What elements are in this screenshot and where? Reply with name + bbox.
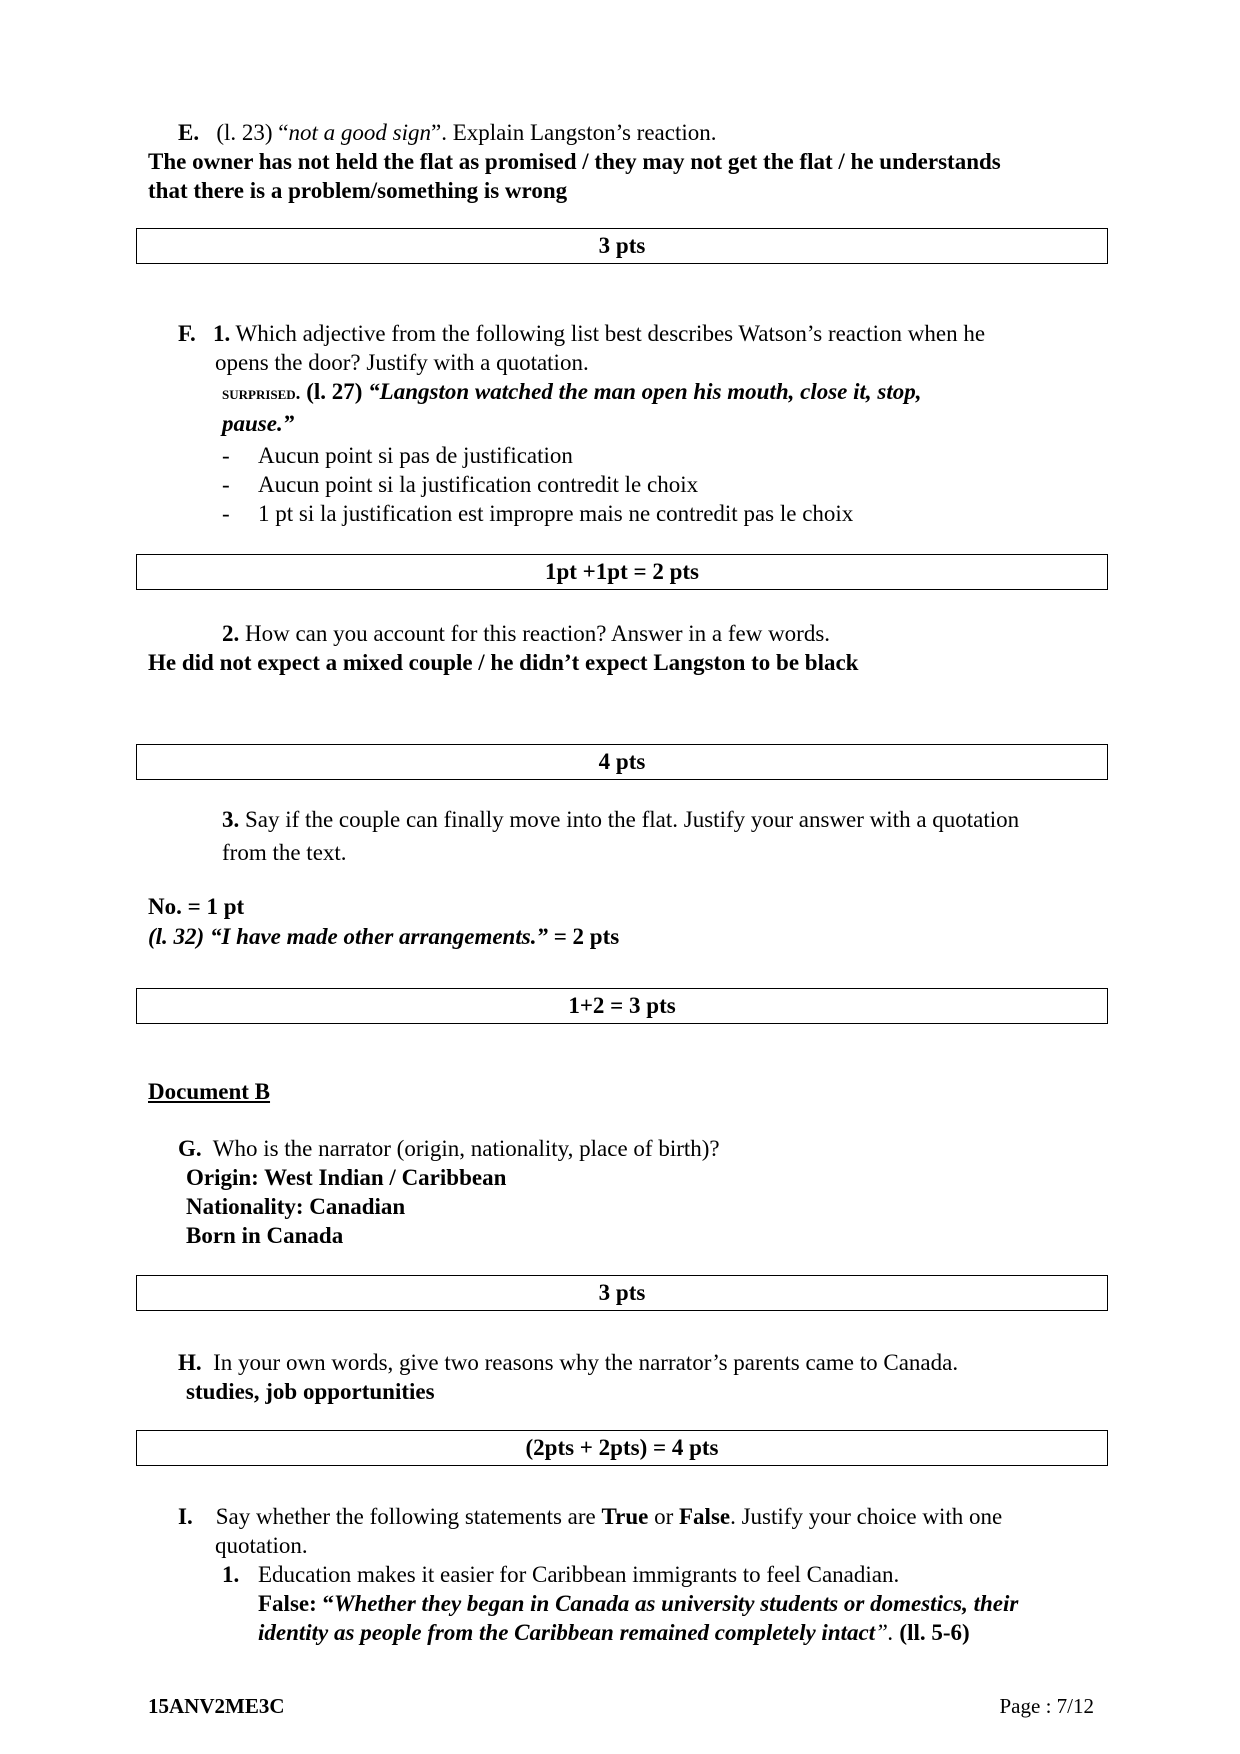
question-i-line-1: I. Say whether the following statements are True or False. Justify your choice with one: [178, 1504, 1003, 1529]
question-i-line-2: quotation.: [215, 1533, 308, 1558]
answer-f3-line-2: (l. 32) “I have made other arrangements.” = 2 pts: [148, 924, 620, 949]
answer-g-birth: Born in Canada: [186, 1223, 344, 1248]
answer-g-origin: Origin: West Indian / Caribbean: [186, 1165, 507, 1190]
answer-g-nationality: Nationality: Canadian: [186, 1194, 406, 1219]
answer-e-line-1: The owner has not held the flat as promised / they may not get the flat / he understands: [148, 149, 1001, 174]
answer-f3-line-1: No. = 1 pt: [148, 894, 245, 919]
question-f1-line-2: opens the door? Justify with a quotation.: [215, 350, 589, 375]
statement-i1: 1. Education makes it easier for Caribbean immigrants to feel Canadian.: [222, 1562, 900, 1587]
answer-e-line-2: that there is a problem/something is wrong: [148, 178, 568, 203]
question-f3-line-2: from the text.: [222, 840, 347, 865]
answer-f1-line-1: surprised. (l. 27) “Langston watched the man open his mouth, close it, stop,: [222, 379, 922, 404]
points-box-g: 3 pts: [136, 1275, 1108, 1311]
footer-code: 15ANV2ME3C: [148, 1694, 285, 1718]
points-box-e: 3 pts: [136, 228, 1108, 264]
answer-f1-line-2: pause.”: [222, 411, 295, 436]
points-box-h: (2pts + 2pts) = 4 pts: [136, 1430, 1108, 1466]
question-h: H. In your own words, give two reasons why the narrator’s parents came to Canada.: [178, 1350, 959, 1375]
question-g: G. Who is the narrator (origin, nationality, place of birth)?: [178, 1136, 720, 1161]
answer-i1-line-2: identity as people from the Caribbean remained completely intact”. (ll. 5-6): [258, 1620, 970, 1645]
note-item: - Aucun point si pas de justification: [222, 443, 573, 468]
points-box-f1: 1pt +1pt = 2 pts: [136, 554, 1108, 590]
question-f2: 2. How can you account for this reaction? Answer in a few words.: [222, 621, 831, 646]
points-box-f2: 4 pts: [136, 744, 1108, 780]
note-item: - 1 pt si la justification est impropre mais ne contredit pas le choix: [222, 501, 854, 526]
question-e: E. (l. 23) “not a good sign”. Explain Langston’s reaction.: [178, 120, 717, 145]
document-b-heading: Document B: [148, 1079, 271, 1104]
question-f1-line-1: F. 1. Which adjective from the following list best describes Watson’s reaction when he: [178, 321, 986, 346]
footer-page-number: Page : 7/12: [999, 1694, 1094, 1718]
answer-f2: He did not expect a mixed couple / he didn’t expect Langston to be black: [148, 650, 859, 675]
note-item: - Aucun point si la justification contredit le choix: [222, 472, 699, 497]
question-f3-line-1: 3. Say if the couple can finally move into the flat. Justify your answer with a quotation: [222, 807, 1020, 832]
points-box-f3: 1+2 = 3 pts: [136, 988, 1108, 1024]
answer-i1-line-1: False: “Whether they began in Canada as university students or domestics, their: [258, 1591, 1019, 1616]
answer-h: studies, job opportunities: [186, 1379, 435, 1404]
